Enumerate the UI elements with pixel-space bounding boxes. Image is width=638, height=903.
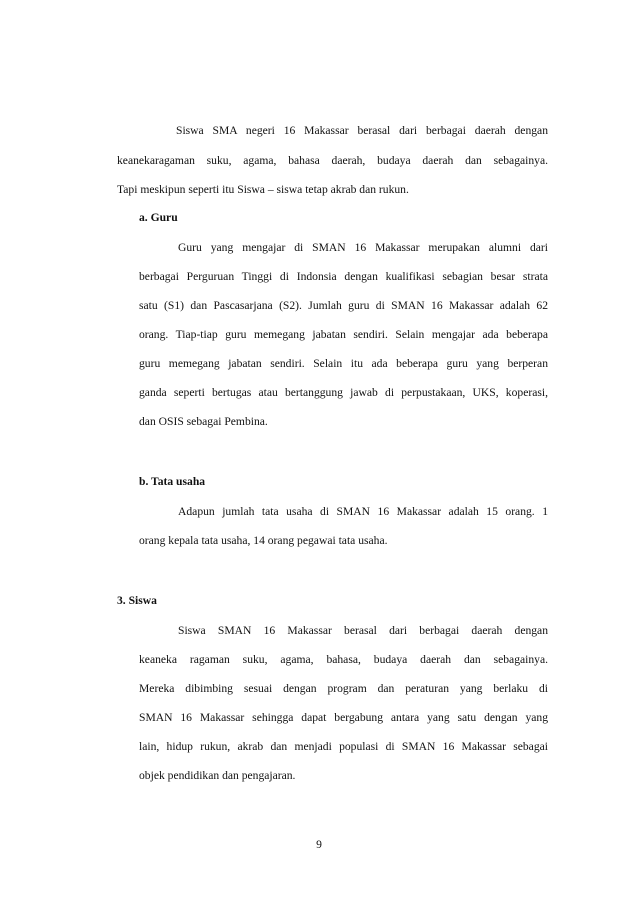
- paragraph-line: lain, hidup rukun, akrab dan menjadi populasi di SMAN 16 Makassar sebagai: [139, 740, 548, 753]
- page-number: 9: [316, 838, 322, 851]
- paragraph-line: guru memegang jabatan sendiri. Selain itu ada beberapa guru yang berperan: [139, 357, 548, 370]
- paragraph-line: SMAN 16 Makassar sehingga dapat bergabung antara yang satu dengan yang: [139, 711, 548, 724]
- paragraph-line: Adapun jumlah tata usaha di SMAN 16 Makassar adalah 15 orang. 1: [178, 505, 548, 518]
- section-heading-tata-usaha: b. Tata usaha: [139, 475, 206, 488]
- intro-line: Tapi meskipun seperti itu Siswa – siswa tetap akrab dan rukun.: [117, 183, 409, 196]
- paragraph-line: berbagai Perguruan Tinggi di Indonsia dengan kualifikasi sebagian besar strata: [139, 270, 548, 283]
- section-heading-guru: a. Guru: [139, 211, 178, 224]
- section-heading-siswa: 3. Siswa: [117, 594, 157, 607]
- paragraph-line: objek pendidikan dan pengajaran.: [139, 769, 296, 782]
- paragraph-line: Guru yang mengajar di SMAN 16 Makassar merupakan alumni dari: [178, 241, 548, 254]
- intro-line: Siswa SMA negeri 16 Makassar berasal dari berbagai daerah dengan: [176, 124, 548, 137]
- paragraph-line: dan OSIS sebagai Pembina.: [139, 415, 268, 428]
- paragraph-line: ganda seperti bertugas atau bertanggung jawab di perpustakaan, UKS, koperasi,: [139, 386, 548, 399]
- paragraph-line: satu (S1) dan Pascasarjana (S2). Jumlah guru di SMAN 16 Makassar adalah 62: [139, 299, 548, 312]
- intro-line: keanekaragaman suku, agama, bahasa daerah, budaya daerah dan sebagainya.: [117, 154, 548, 167]
- paragraph-line: orang kepala tata usaha, 14 orang pegawai tata usaha.: [139, 534, 388, 547]
- paragraph-line: Siswa SMAN 16 Makassar berasal dari berbagai daerah dengan: [178, 624, 548, 637]
- paragraph-line: Mereka dibimbing sesuai dengan program dan peraturan yang berlaku di: [139, 682, 548, 695]
- paragraph-line: keaneka ragaman suku, agama, bahasa, budaya daerah dan sebagainya.: [139, 653, 548, 666]
- paragraph-line: orang. Tiap-tiap guru memegang jabatan sendiri. Selain mengajar ada beberapa: [139, 328, 548, 341]
